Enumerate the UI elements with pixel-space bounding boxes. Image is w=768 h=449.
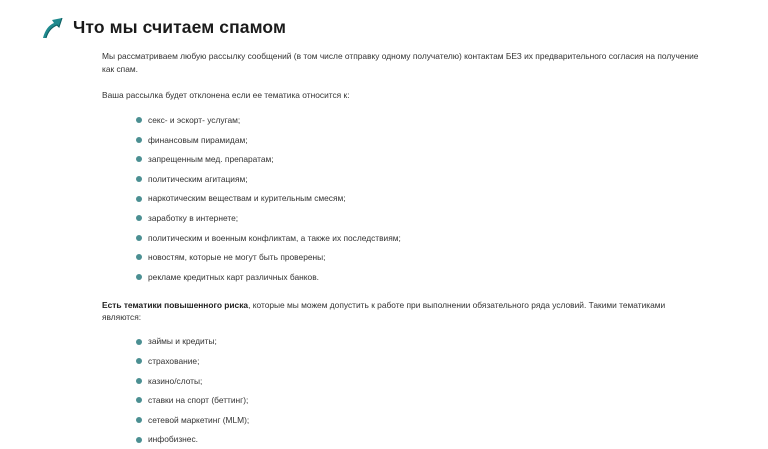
list-item-text: страхование;	[148, 355, 200, 366]
list-item-text: сетевой маркетинг (MLM);	[148, 414, 250, 425]
reject-intro-paragraph: Ваша рассылка будет отклонена если ее тематика относится к:	[102, 90, 350, 100]
list-item	[136, 111, 702, 131]
list-item-text: казино/слоты;	[148, 375, 203, 386]
list-item	[136, 228, 702, 248]
list-item-text: политическим и военным конфликтам, а также их последствиям;	[148, 232, 401, 243]
page-title: Что мы считаем спамом	[73, 16, 287, 37]
list-item	[136, 410, 702, 430]
bullet-icon	[136, 196, 142, 202]
bullet-icon	[136, 137, 142, 143]
arrow-up-icon	[40, 14, 66, 40]
content-body	[102, 50, 702, 449]
list-item-text: наркотическим веществам и курительным смесям;	[148, 193, 346, 204]
list-item	[136, 150, 702, 170]
bullet-icon	[136, 235, 142, 241]
list-item-text: финансовым пирамидам;	[148, 134, 248, 145]
page-header	[40, 14, 286, 40]
list-item	[136, 169, 702, 189]
list-item	[136, 130, 702, 150]
list-item-text: займы и кредиты;	[148, 336, 217, 347]
list-item-text: запрещенным мед. препаратам;	[148, 154, 274, 165]
list-item	[136, 248, 702, 268]
intro-paragraph: Мы рассматриваем любую рассылку сообщений (в том числе отправку одному получателю) контактам БЕЗ их предварительного согласия на получение как спам.	[102, 51, 699, 74]
list-item-text: ставки на спорт (беттинг);	[148, 395, 249, 406]
list-item-text: заработку в интернете;	[148, 213, 239, 224]
reject-topics-list	[102, 111, 702, 287]
list-item	[136, 332, 702, 352]
risk-intro-paragraph	[102, 299, 702, 324]
bullet-icon	[136, 215, 142, 221]
bullet-icon	[136, 156, 142, 162]
risk-intro-rest: , которые мы можем допустить к работе при выполнении обязательного ряда условий. Такими тематиками являются:	[102, 299, 666, 323]
list-item	[136, 267, 702, 287]
list-item-text: инфобизнес.	[148, 434, 198, 445]
bullet-icon	[136, 378, 142, 384]
bullet-icon	[136, 176, 142, 182]
list-item	[136, 189, 702, 209]
bullet-icon	[136, 117, 142, 123]
list-item-text: новостям, которые не могут быть проверены;	[148, 252, 326, 263]
list-item-text: рекламе кредитных карт различных банков.	[148, 271, 319, 282]
list-item	[136, 391, 702, 411]
bullet-icon	[136, 339, 142, 345]
bullet-icon	[136, 358, 142, 364]
list-item	[136, 351, 702, 371]
list-item	[136, 208, 702, 228]
risk-intro-bold: Есть тематики повышенного риска	[102, 299, 249, 310]
bullet-icon	[136, 417, 142, 423]
list-item-text: секс- и эскорт- услугам;	[148, 115, 241, 126]
risk-topics-list	[102, 332, 702, 449]
list-item-text: политическим агитациям;	[148, 173, 248, 184]
bullet-icon	[136, 274, 142, 280]
bullet-icon	[136, 254, 142, 260]
list-item	[136, 371, 702, 391]
bullet-icon	[136, 397, 142, 403]
list-item	[136, 430, 702, 449]
